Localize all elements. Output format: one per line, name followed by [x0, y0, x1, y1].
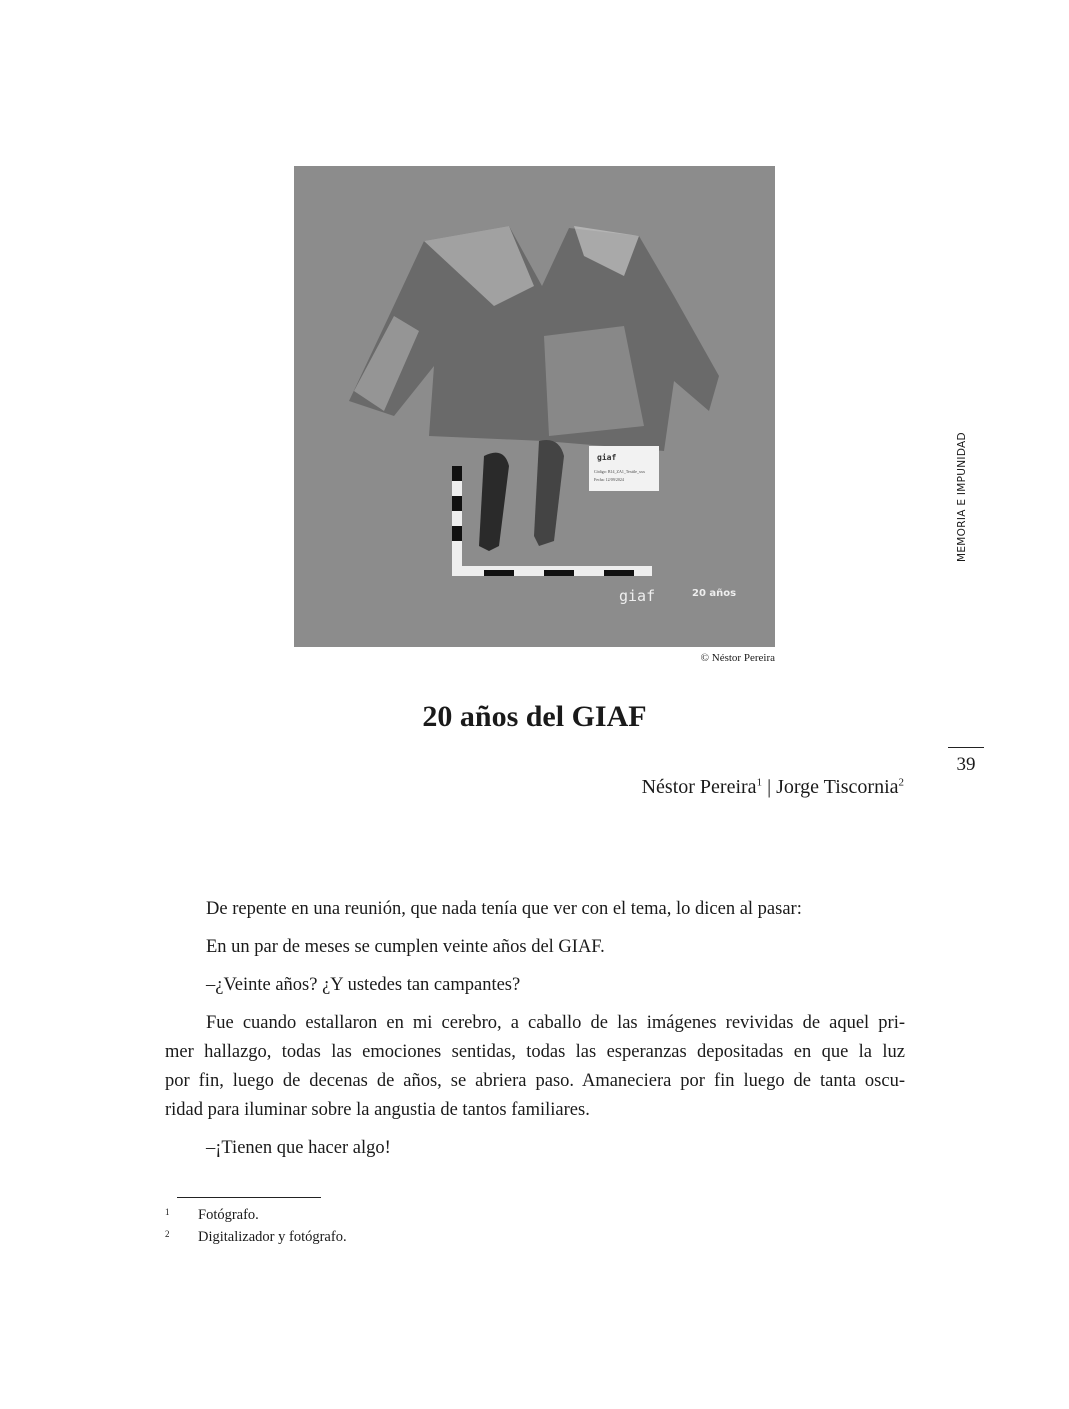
page-number: 39 [948, 747, 984, 776]
label-line: Fecha: 12/09/2024 [594, 477, 624, 482]
author-separator: | [767, 776, 772, 798]
jacket-photo-illustration [294, 166, 775, 647]
footnote-ref[interactable]: 1 [756, 776, 763, 789]
watermark-text: 20 años [692, 588, 737, 599]
author-name: Jorge Tiscornia [776, 776, 899, 798]
paragraph-line: ridad para iluminar sobre la angustia de tantos familiares. [165, 1100, 590, 1120]
author-name: Néstor Pereira [641, 776, 757, 798]
footnote-text: Digitalizador y fotógrafo. [198, 1229, 347, 1245]
paragraph: En un par de meses se cumplen veinte años del GIAF. [206, 937, 605, 957]
photo-credit: © Néstor Pereira [700, 652, 775, 664]
footnote-number: 1 [165, 1207, 170, 1217]
footnote-ref[interactable]: 2 [898, 776, 904, 789]
paragraph: De repente en una reunión, que nada tenía que ver con el tema, lo dicen al pasar: [206, 899, 802, 919]
footnote-divider [177, 1197, 321, 1198]
footnote [165, 1229, 347, 1246]
footnote-text: Fotógrafo. [198, 1207, 259, 1223]
authors [642, 776, 904, 799]
footnote [165, 1207, 259, 1224]
article-title: 20 años del GIAF [422, 700, 647, 733]
label-line: Código: B14_ZA1_Textile_xxx [594, 469, 645, 474]
article-photo [294, 166, 775, 647]
paragraph-line: mer hallazgo, todas las emociones sentidas, todas las esperanzas depositadas en que la luz [165, 1042, 905, 1062]
paragraph-line: por fin, luego de decenas de años, se abriera paso. Amaneciera por fin luego de tanta oscu- [165, 1071, 905, 1091]
paragraph [165, 1009, 905, 1125]
label-logo: giaf [597, 453, 617, 462]
article-body [165, 895, 905, 1172]
watermark-logo: giaf [619, 587, 656, 605]
paragraph: –¡Tienen que hacer algo! [206, 1138, 391, 1158]
section-label: MEMORIA E IMPUNIDAD [956, 432, 968, 562]
footnote-number: 2 [165, 1229, 170, 1239]
paragraph: –¿Veinte años? ¿Y ustedes tan campantes? [206, 975, 521, 995]
paragraph-line: Fue cuando estallaron en mi cerebro, a caballo de las imágenes revividas de aquel pri- [206, 1013, 905, 1033]
